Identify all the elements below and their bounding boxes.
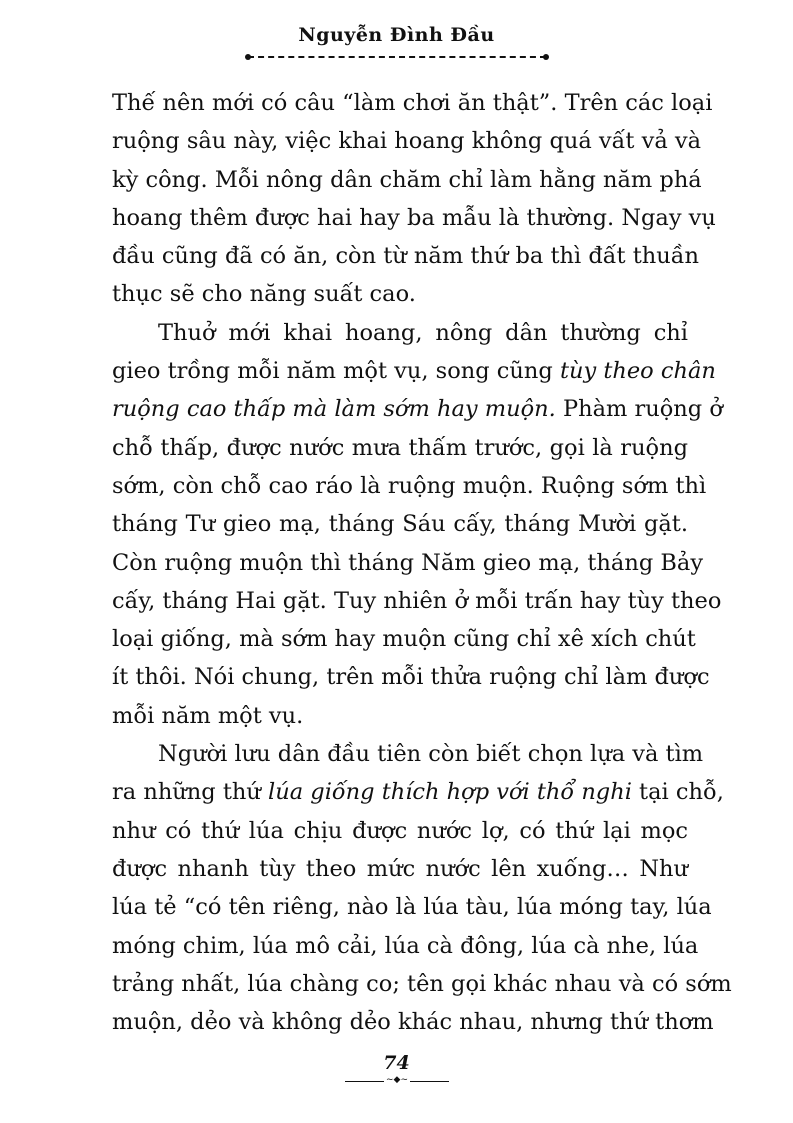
italic-text: lúa giống thích hợp với thổ nghi	[268, 779, 632, 806]
header-dotted-rule	[248, 56, 546, 58]
text-line	[112, 275, 688, 313]
text-segment: muộn, dẻo và không dẻo khác nhau, nhưng thứ thơm	[112, 1009, 714, 1036]
text-line	[112, 161, 702, 199]
text-segment: Thế nên mới có câu “làm chơi ăn thật”. Trên các loại	[112, 90, 713, 116]
text-line	[112, 850, 688, 888]
text-line	[112, 390, 723, 428]
text-line	[112, 1003, 714, 1041]
text-line	[112, 812, 688, 850]
text-line	[112, 122, 702, 160]
text-line	[112, 84, 713, 122]
paragraph	[112, 735, 732, 1041]
text-line	[112, 735, 704, 773]
text-line	[112, 927, 699, 965]
text-segment: đầu cũng đã có ăn, còn từ năm thứ ba thì đất thuần	[112, 243, 700, 270]
text-line	[112, 544, 704, 582]
text-line	[112, 314, 688, 352]
text-line	[112, 658, 710, 696]
text-line	[112, 582, 722, 620]
text-segment: Phàm ruộng ở	[555, 396, 723, 423]
text-line	[112, 773, 724, 811]
text-segment: Còn ruộng muộn thì tháng Năm gieo mạ, tháng Bảy	[112, 549, 704, 576]
text-line	[112, 237, 700, 275]
text-segment: ra những thứ	[112, 779, 269, 806]
paragraph	[112, 84, 716, 314]
text-segment: hoang thêm được hai hay ba mẫu là thường. Ngay vụ	[112, 204, 716, 231]
body-text	[112, 84, 732, 1041]
text-line	[112, 965, 732, 1003]
text-line	[112, 620, 696, 658]
text-segment: sớm, còn chỗ cao ráo là ruộng muộn. Ruộng sớm thì	[112, 472, 707, 499]
text-segment: lúa tẻ “có tên riêng, nào là lúa tàu, lúa móng tay, lúa	[112, 894, 712, 921]
text-segment: ít thôi. Nói chung, trên mỗi thửa ruộng chỉ làm được	[112, 664, 710, 691]
text-segment: trảng nhất, lúa chàng co; tên gọi khác nhau và có sớm	[112, 970, 732, 997]
text-line	[112, 352, 716, 390]
text-segment: ruộng sâu này, việc khai hoang không quá vất vả và	[112, 128, 702, 155]
italic-text: ruộng cao thấp mà làm sớm hay muộn.	[112, 396, 556, 423]
text-line	[112, 199, 716, 237]
text-segment: thục sẽ cho năng suất cao.	[112, 281, 416, 308]
text-segment: móng chim, lúa mô cải, lúa cà đông, lúa cà nhe, lúa	[112, 932, 699, 959]
text-segment: gieo trồng mỗi năm một vụ, song cũng	[112, 358, 560, 385]
text-segment: Thuở mới khai hoang, nông dân thường chỉ	[158, 319, 688, 346]
text-segment: tại chỗ,	[631, 779, 724, 806]
text-segment: cấy, tháng Hai gặt. Tuy nhiên ở mỗi trấn hay tùy theo	[112, 587, 722, 614]
text-segment: mỗi năm một vụ.	[112, 702, 304, 729]
text-segment: được nhanh tùy theo mức nước lên xuống… Như	[112, 855, 688, 882]
text-segment: như có thứ lúa chịu được nước lợ, có thứ lại mọc	[112, 817, 688, 844]
text-segment: loại giống, mà sớm hay muộn cũng chỉ xê xích chút	[112, 626, 696, 653]
page-number: 74	[383, 1052, 410, 1074]
text-segment: Người lưu dân đầu tiên còn biết chọn lựa và tìm	[158, 741, 704, 768]
text-segment: kỳ công. Mỗi nông dân chăm chỉ làm hằng năm phá	[112, 166, 702, 193]
text-line	[112, 505, 688, 543]
text-segment: tháng Tư gieo mạ, tháng Sáu cấy, tháng Mười gặt.	[112, 511, 688, 538]
text-line	[112, 697, 688, 735]
text-line	[112, 888, 712, 926]
running-header-author: Nguyễn Đình Đầu	[298, 24, 495, 46]
text-segment: chỗ thấp, được nước mưa thấm trước, gọi là ruộng	[112, 434, 688, 461]
paragraph	[112, 314, 723, 735]
text-line	[112, 429, 688, 467]
footer-ornament-icon: ~◆~	[385, 1075, 408, 1085]
italic-text: tùy theo chân	[559, 358, 716, 385]
text-line	[112, 467, 707, 505]
